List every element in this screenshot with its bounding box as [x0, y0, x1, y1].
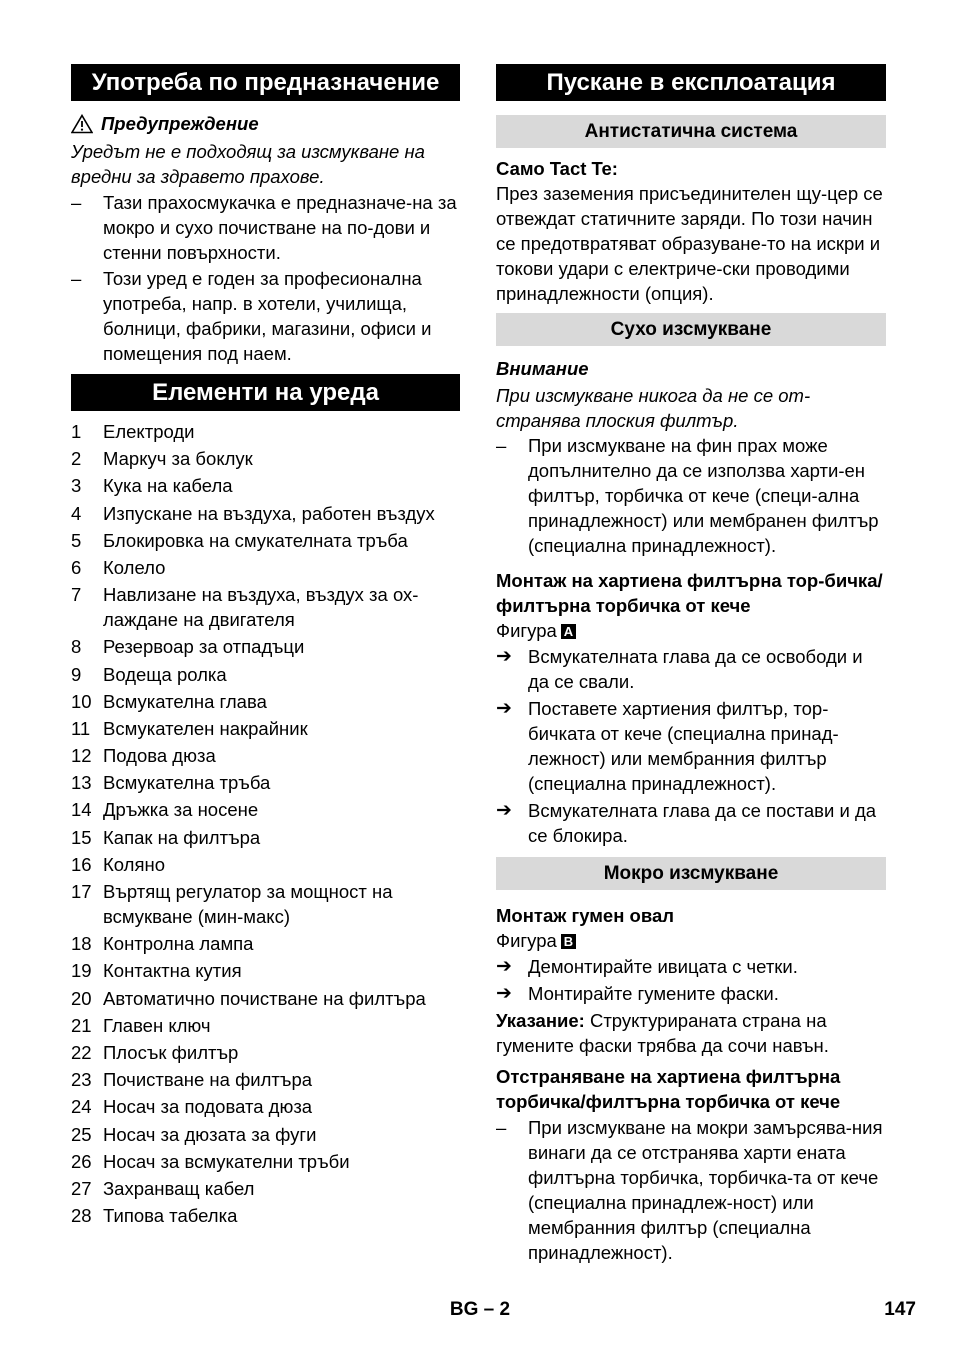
figure-a-box: A: [561, 624, 576, 639]
element-number: 28: [71, 1205, 92, 1227]
wet-heading: Мокро изсмукване: [496, 857, 886, 890]
usage-heading: Употреба по предназначение: [71, 64, 460, 101]
element-number: 26: [71, 1150, 92, 1172]
element-item: [71, 582, 460, 632]
element-number: 17: [71, 881, 92, 902]
element-item: [71, 501, 460, 526]
rubber-step: ➔ Монтирайте гумените фаски.: [496, 983, 779, 1004]
element-number: 7: [71, 584, 82, 606]
element-text: Въртящ регулатор за мощност на всмукване (мин-макс): [103, 881, 393, 927]
element-number: 1: [71, 421, 82, 442]
element-text: Контролна лампа: [103, 933, 254, 955]
element-item: [71, 1203, 460, 1228]
element-text: Типова табелка: [103, 1205, 238, 1227]
figure-b-ref: [496, 928, 886, 953]
element-text: Всмукателна глава: [103, 690, 267, 712]
rubber-step: ➔ Демонтирайте ивицата с четки.: [496, 956, 798, 977]
element-number: 27: [71, 1177, 92, 1199]
element-number: 16: [71, 853, 92, 875]
element-text: Плосък филтър: [103, 1041, 239, 1063]
element-item: [71, 1067, 460, 1092]
dry-item: – При изсмукване на фин прах може допълнително да се използва харти-ен филтър, торбичка от кече (специ-ална принадлежност) или мембранен филтър (специална принадлежност).: [496, 433, 886, 558]
usage-item: – Този уред е годен за професионална употреба, напр. в хотели, училища, болници, фабрики, магазини, офиси и помещения под наем.: [71, 266, 460, 366]
element-item: [71, 528, 460, 553]
element-text: Дръжка за носене: [103, 799, 259, 821]
elements-list: [71, 419, 460, 1228]
element-number: 4: [71, 502, 82, 524]
element-item: [71, 473, 460, 498]
element-text: Контактна кутия: [103, 960, 242, 982]
element-item: [71, 1149, 460, 1174]
note-label: Указание:: [496, 1010, 585, 1031]
element-item: [71, 825, 460, 850]
warning-text: Уредът не е подходящ за изсмукване на вредни за здравето прахове.: [71, 141, 425, 187]
note-text: Структурираната страна на гумените фаски трябва да сочи навън.: [496, 1010, 829, 1056]
arrow-right-icon: ➔: [496, 698, 512, 719]
element-item: [71, 1040, 460, 1065]
element-number: 24: [71, 1096, 92, 1118]
element-text: Навлизане на въздуха, въздух за ох-лаждане на двигателя: [103, 584, 419, 631]
element-text: Носач за подовата дюза: [103, 1096, 313, 1118]
element-item: [71, 1176, 460, 1201]
element-item: [71, 879, 460, 929]
figure-a-ref: [496, 618, 886, 643]
remove-item: – При изсмукване на мокри замърсява-ния винаги да се отстранява харти ената филтърна торбичка, торбичка-та от кече (специална принадлеж-ност) или мембранния филтър (специална принадлежност).: [496, 1115, 886, 1265]
element-text: Колело: [103, 556, 166, 578]
warning-triangle-icon: [71, 114, 93, 134]
element-item: [71, 986, 460, 1011]
element-text: Захранващ кабел: [103, 1177, 255, 1199]
warning-label: Предупреждение: [101, 113, 259, 134]
element-number: 20: [71, 987, 92, 1009]
element-text: Блокировка на смукателната тръба: [103, 529, 408, 551]
element-number: 19: [71, 960, 92, 982]
element-number: 21: [71, 1014, 92, 1036]
element-number: 25: [71, 1123, 92, 1145]
element-number: 9: [71, 663, 82, 685]
element-text: Автоматично почистване на филтъра: [103, 987, 426, 1009]
element-text: Почистване на филтъра: [103, 1069, 313, 1091]
figure-label: Фигура: [496, 930, 557, 951]
element-text: Всмукателна тръба: [103, 772, 271, 794]
dry-heading: Сухо изсмукване: [496, 313, 886, 346]
arrow-right-icon: ➔: [496, 800, 512, 821]
figure-b-box: B: [561, 934, 576, 949]
element-text: Капак на филтъра: [103, 826, 261, 848]
mount-step: ➔ Всмукателната глава да се освободи и да се свали.: [496, 646, 863, 692]
element-text: Носач за всмукателни тръби: [103, 1150, 350, 1172]
element-item: [71, 743, 460, 768]
element-number: 8: [71, 636, 82, 658]
element-text: Маркуч за боклук: [103, 448, 253, 470]
element-text: Електроди: [103, 421, 195, 442]
element-item: [71, 1094, 460, 1119]
usage-item: – Тази прахосмукачка е предназначе-на за мокро и сухо почистване на по-дови и стенни повърхности.: [71, 190, 460, 265]
element-item: [71, 1013, 460, 1038]
attention-label: Внимание: [496, 358, 589, 379]
element-item: [71, 770, 460, 795]
antistatic-text: През заземения присъединителен щу-цер се отвеждат статичните заряди. По този начин се предотвратяват образуване-то на искри и токови удари с електриче-ски проводими принадлежности (опция).: [496, 183, 883, 304]
element-text: Резервоар за отпадъци: [103, 636, 305, 658]
element-text: Кука на кабела: [103, 475, 233, 497]
element-number: 2: [71, 448, 82, 470]
element-number: 18: [71, 933, 92, 955]
element-item: [71, 931, 460, 956]
element-number: 22: [71, 1041, 92, 1063]
footer-section: BG – 2: [449, 1299, 511, 1320]
element-item: [71, 852, 460, 877]
right-column: [496, 64, 886, 1265]
element-text: Изпускане на въздуха, работен въздух: [103, 502, 435, 524]
element-number: 6: [71, 556, 82, 578]
element-number: 15: [71, 826, 92, 848]
startup-heading: Пускане в експлоатация: [496, 64, 886, 101]
mount-paper-heading: Монтаж на хартиена филтърна тор-бичка/филтърна торбичка от кече: [496, 570, 883, 616]
antistatic-heading: Антистатична система: [496, 115, 886, 148]
element-text: Водеща ролка: [103, 663, 227, 685]
element-number: 13: [71, 772, 92, 794]
element-item: [71, 634, 460, 659]
elements-heading: Елементи на уреда: [71, 374, 460, 411]
arrow-right-icon: ➔: [496, 646, 512, 667]
element-item: [71, 958, 460, 983]
element-item: [71, 689, 460, 714]
element-item: [71, 1122, 460, 1147]
element-number: 14: [71, 799, 92, 821]
element-text: Всмукателен накрайник: [103, 717, 308, 739]
element-item: [71, 662, 460, 687]
page-number: 147: [884, 1299, 916, 1320]
mount-step: ➔ Всмукателната глава да се постави и да се блокира.: [496, 800, 877, 846]
element-number: 5: [71, 529, 82, 551]
element-text: Коляно: [103, 853, 165, 875]
note: [496, 1008, 886, 1058]
mount-step: ➔ Поставете хартиения филтър, тор-бичката от кече (специална принад-лежност) или мембранния филтър (специална принадлежност).: [496, 698, 839, 794]
element-item: [71, 716, 460, 741]
element-text: Главен ключ: [103, 1014, 211, 1036]
element-item: [71, 797, 460, 822]
element-text: Носач за дюзата за фуги: [103, 1123, 317, 1145]
arrow-right-icon: ➔: [496, 956, 512, 977]
left-column: [71, 64, 460, 1230]
rubber-heading: Монтаж гумен овал: [496, 905, 674, 926]
figure-label: Фигура: [496, 620, 557, 641]
element-number: 10: [71, 690, 92, 712]
element-text: Подова дюза: [103, 745, 216, 767]
element-number: 3: [71, 475, 82, 497]
element-number: 23: [71, 1069, 92, 1091]
arrow-right-icon: ➔: [496, 983, 512, 1004]
antistatic-subheading: Само Tact Te:: [496, 158, 618, 179]
element-item: [71, 419, 460, 444]
element-number: 12: [71, 745, 92, 767]
remove-heading: Отстраняване на хартиена филтърна торбичка/филтърна торбичка от кече: [496, 1066, 841, 1112]
element-item: [71, 446, 460, 471]
element-number: 11: [71, 717, 91, 739]
attention-text: При изсмукване никога да не се от-странява плоския филтър.: [496, 385, 811, 431]
element-item: [71, 555, 460, 580]
warning-row: [71, 111, 460, 136]
